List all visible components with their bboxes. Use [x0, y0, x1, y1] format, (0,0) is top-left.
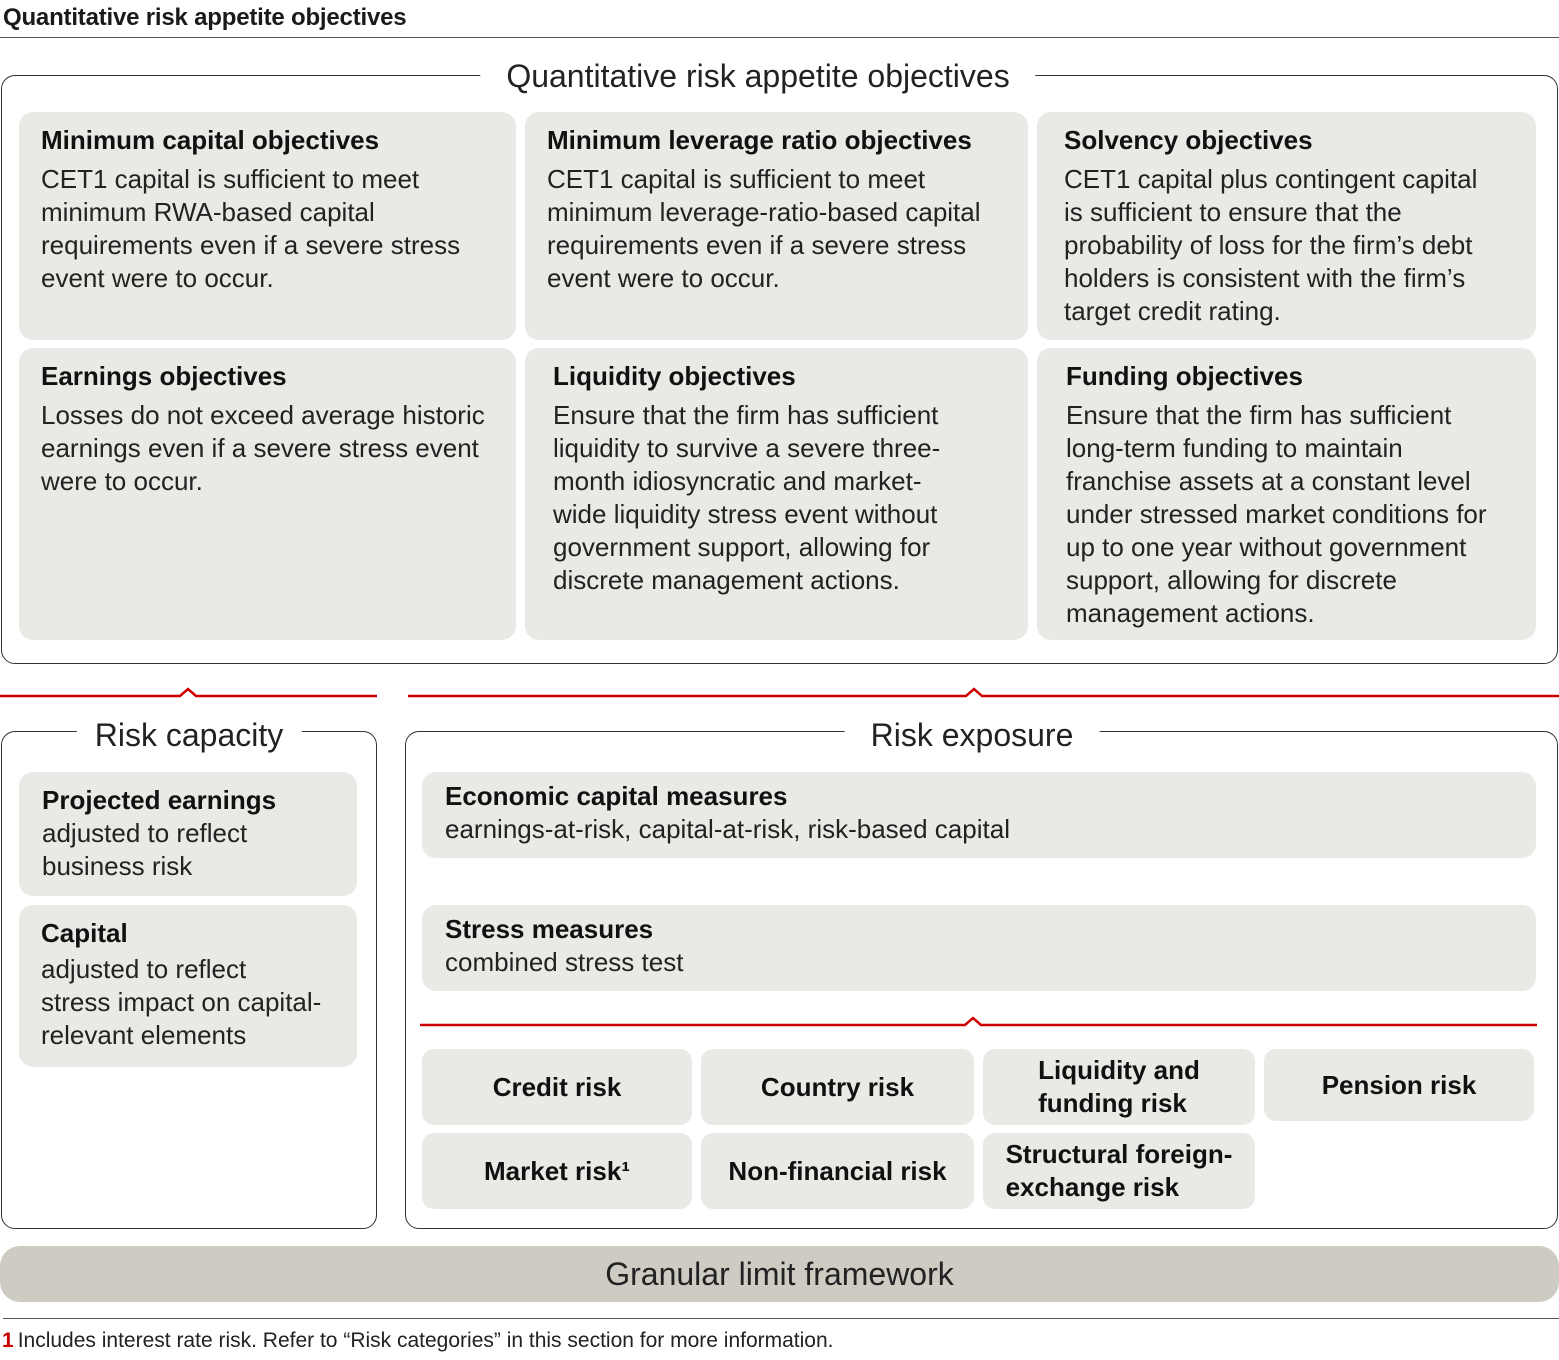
- objective-line: target credit rating.: [1064, 296, 1281, 326]
- objective-line: requirements even if a severe stress: [547, 230, 967, 260]
- objective-line: is sufficient to ensure that the: [1064, 197, 1402, 227]
- objective-line: government support, allowing for: [553, 532, 931, 562]
- objectives-frame-title: Quantitative risk appetite objectives: [480, 56, 1035, 96]
- objective-line: earnings even if a severe stress event: [41, 433, 479, 463]
- objective-box-solvency: [1037, 112, 1536, 340]
- risk-exposure-connector: [406, 684, 1559, 704]
- objective-line: under stressed market conditions for: [1066, 499, 1487, 529]
- capacity-box-capital: [19, 905, 357, 1067]
- footnote: [2, 1329, 834, 1353]
- objective-line: minimum leverage-ratio-based capital: [547, 197, 981, 227]
- risk-type-liquidity-funding: [983, 1049, 1255, 1125]
- risk-type-structural-fx: [983, 1133, 1255, 1209]
- objective-line: holders is consistent with the firm’s: [1064, 263, 1466, 293]
- risk-type-pension: [1264, 1049, 1534, 1121]
- objective-line: requirements even if a severe stress: [41, 230, 461, 260]
- capacity-line: stress impact on capital-: [41, 987, 322, 1017]
- objective-line: event were to occur.: [41, 263, 274, 293]
- risk-type-label: Liquidity and: [1038, 1055, 1200, 1085]
- measure-text: combined stress test: [445, 947, 684, 977]
- risk-type-label: Country risk: [760, 1071, 915, 1102]
- objective-line: franchise assets at a constant level: [1066, 466, 1471, 496]
- objective-line: CET1 capital is sufficient to meet: [41, 164, 420, 194]
- objective-line: management actions.: [1066, 598, 1315, 628]
- objective-line: CET1 capital is sufficient to meet: [547, 164, 926, 194]
- objective-heading: Minimum leverage ratio objectives: [547, 125, 972, 155]
- objective-line: probability of loss for the firm’s debt: [1064, 230, 1473, 260]
- measure-box-stress: [422, 905, 1536, 991]
- objective-line: month idiosyncratic and market-: [553, 466, 922, 496]
- objective-box-minimum-leverage: [525, 112, 1028, 340]
- risk-capacity-title: Risk capacity: [77, 715, 302, 755]
- risk-type-label: exchange risk: [1005, 1172, 1180, 1202]
- objective-line: liquidity to survive a severe three-: [553, 433, 941, 463]
- footnote-text: Includes interest rate risk. Refer to “Risk categories” in this section for more information.: [17, 1329, 834, 1352]
- risk-types-connector: [420, 1013, 1538, 1033]
- capacity-line: adjusted to reflect: [41, 954, 247, 984]
- objective-line: wide liquidity stress event without: [553, 499, 938, 529]
- capacity-line: adjusted to reflect: [42, 818, 248, 848]
- capacity-heading: Capital: [41, 918, 128, 948]
- objective-box-minimum-capital: [19, 112, 516, 340]
- objective-line: support, allowing for discrete: [1066, 565, 1397, 595]
- capacity-line: business risk: [42, 851, 193, 881]
- risk-type-label: Credit risk: [492, 1071, 622, 1102]
- risk-type-non-financial: [701, 1133, 974, 1209]
- measure-box-economic-capital: [422, 772, 1536, 858]
- risk-type-country: [701, 1049, 974, 1125]
- objective-line: Losses do not exceed average historic: [41, 400, 485, 430]
- objective-line: were to occur.: [41, 466, 203, 496]
- objective-box-earnings: [19, 348, 516, 640]
- capacity-line: relevant elements: [41, 1020, 247, 1050]
- risk-type-label: Non-financial risk: [728, 1155, 947, 1186]
- measure-text: earnings-at-risk, capital-at-risk, risk-based capital: [445, 814, 1010, 844]
- title-divider: [0, 37, 1559, 38]
- risk-type-market: [422, 1133, 692, 1209]
- objective-line: Ensure that the firm has sufficient: [553, 400, 939, 430]
- risk-capacity-connector: [0, 684, 380, 704]
- risk-exposure-title: Risk exposure: [845, 715, 1100, 755]
- objective-heading: Minimum capital objectives: [41, 125, 380, 155]
- footnote-number: 1: [2, 1329, 14, 1352]
- limit-framework-bar: [0, 1246, 1559, 1302]
- page-title: Quantitative risk appetite objectives: [3, 4, 407, 31]
- risk-type-label: Market risk¹: [484, 1155, 630, 1186]
- objective-line: long-term funding to maintain: [1066, 433, 1403, 463]
- objective-line: minimum RWA-based capital: [41, 197, 375, 227]
- risk-type-label: funding risk: [1038, 1088, 1187, 1118]
- objective-line: discrete management actions.: [553, 565, 900, 595]
- objective-line: event were to occur.: [547, 263, 780, 293]
- objective-box-liquidity: [525, 348, 1028, 640]
- objective-heading: Liquidity objectives: [553, 361, 796, 391]
- risk-type-credit: [422, 1049, 692, 1125]
- capacity-box-projected-earnings: [19, 772, 357, 896]
- capacity-heading: Projected earnings: [42, 785, 277, 815]
- risk-type-label: Structural foreign-: [1005, 1139, 1233, 1169]
- objective-heading: Earnings objectives: [41, 361, 287, 391]
- objective-box-funding: [1037, 348, 1536, 640]
- objective-heading: Solvency objectives: [1064, 125, 1313, 155]
- footnote-divider: [3, 1318, 1559, 1319]
- measure-heading: Economic capital measures: [445, 781, 788, 811]
- objective-line: CET1 capital plus contingent capital: [1064, 164, 1478, 194]
- objective-line: Ensure that the firm has sufficient: [1066, 400, 1452, 430]
- objective-line: up to one year without government: [1066, 532, 1467, 562]
- measure-heading: Stress measures: [445, 914, 654, 944]
- limit-framework-label: Granular limit framework: [605, 1255, 954, 1292]
- objective-heading: Funding objectives: [1066, 361, 1303, 391]
- risk-type-label: Pension risk: [1321, 1069, 1477, 1100]
